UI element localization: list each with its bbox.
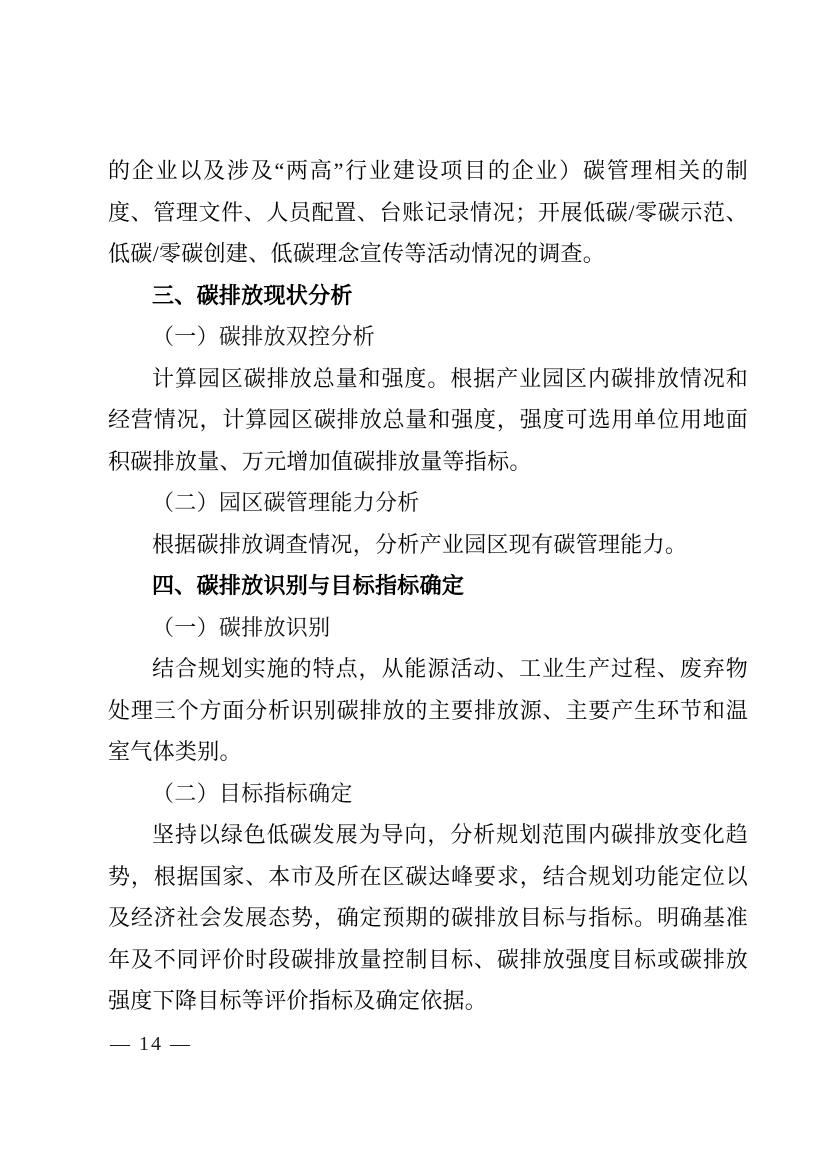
paragraph: 计算园区碳排放总量和强度。根据产业园区内碳排放情况和经营情况，计算园区碳排放总量和强度，强度可选用单位用地面积碳排放量、万元增加值碳排放量等指标。	[108, 365, 748, 474]
page-number: — 14 —	[110, 1033, 192, 1055]
subsection-heading: （二）目标指标确定	[152, 780, 353, 806]
paragraph: 的企业以及涉及“两高”行业建设项目的企业）碳管理相关的制度、管理文件、人员配置、台账记录情况；开展低碳/零碳示范、低碳/零碳创建、低碳理念宣传等活动情况的调查。	[108, 158, 748, 266]
section-heading-4: 四、碳排放识别与目标指标确定	[152, 573, 465, 598]
paragraph: 根据碳排放调查情况，分析产业园区现有碳管理能力。	[152, 531, 688, 557]
subsection-heading: （一）碳排放双控分析	[152, 324, 376, 349]
section-heading-3: 三、碳排放现状分析	[152, 282, 353, 308]
paragraph: 坚持以绿色低碳发展为导向，分析规划范围内碳排放变化趋势，根据国家、本市及所在区碳达峰要求，结合规划功能定位以及经济社会发展态势，确定预期的碳排放目标与指标。明确基准年及不同评价时段碳排放量控制目标、碳排放强度目标或碳排放强度下降目标等评价指标及确定依据。	[108, 822, 748, 1013]
document-body	[108, 150, 748, 1022]
subsection-heading: （一）碳排放识别	[152, 614, 331, 640]
paragraph: 结合规划实施的特点，从能源活动、工业生产过程、废弃物处理三个方面分析识别碳排放的主要排放源、主要产生环节和温室气体类别。	[108, 656, 748, 764]
subsection-heading: （二）园区碳管理能力分析	[152, 490, 420, 515]
